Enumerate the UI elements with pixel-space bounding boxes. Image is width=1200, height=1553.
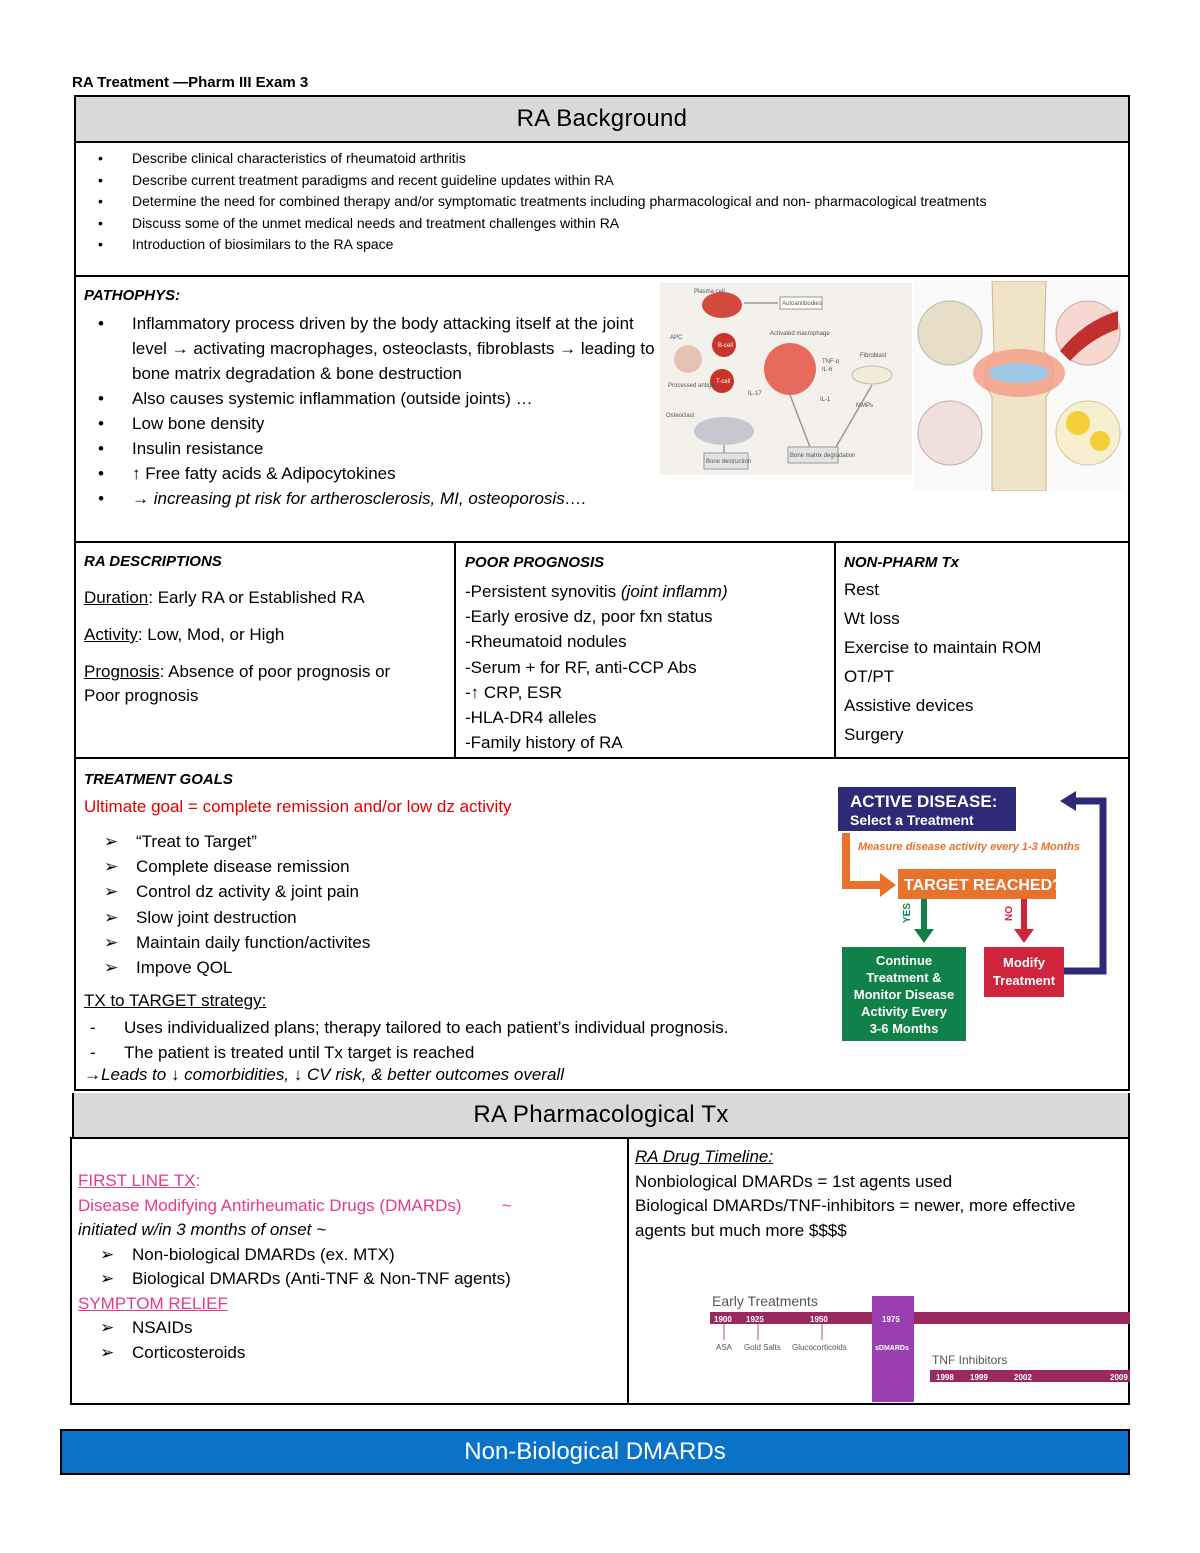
brain-circle <box>918 401 982 465</box>
year-1900: 1900 <box>714 1315 732 1324</box>
timeline-heading: RA Drug Timeline: <box>635 1147 774 1166</box>
early-bar <box>710 1312 1130 1324</box>
label-fibroblast: Fibroblast <box>860 353 887 359</box>
ra-descriptions <box>84 553 444 708</box>
list-item: • Describe clinical characteristics of rheumatoid arthritis <box>76 148 1098 170</box>
list-item: ➢ Corticosteroids <box>72 1341 618 1366</box>
joint-illustration <box>914 281 1124 491</box>
agent-asa: ASA <box>716 1343 733 1352</box>
year-1950: 1950 <box>810 1315 828 1324</box>
activity-row: Activity: Low, Mod, or High <box>84 625 285 644</box>
list-item: Rest <box>844 580 879 599</box>
tnf-year-1999: 1999 <box>970 1373 988 1382</box>
year-1975: 1975 <box>882 1315 900 1324</box>
list-item: Exercise to maintain ROM <box>844 638 1042 657</box>
synovitis-note: (joint inflamm) <box>620 582 728 601</box>
tnf-title: TNF Inhibitors <box>932 1353 1008 1367</box>
duration-row: Duration: Early RA or Established RA <box>84 588 365 607</box>
label-t-cell: T-cell <box>716 379 731 385</box>
label-apc: APC <box>670 335 683 341</box>
treatment-goals-section <box>74 757 1130 1091</box>
prognosis-row: Prognosis: Absence of poor prognosis or Poor prognosis <box>84 662 391 705</box>
list-item: ➢ NSAIDs <box>72 1316 618 1341</box>
list-item: -Serum + for RF, anti-CCP Abs <box>465 657 697 677</box>
loop-arrow <box>1063 801 1103 971</box>
synovitis-text: -Persistent synovitis <box>465 582 621 601</box>
modify-line-1: Modify <box>1003 955 1045 970</box>
objectives-list <box>76 143 1128 256</box>
continue-line-4: Activity Every <box>861 1004 947 1019</box>
continue-line-1: Continue <box>875 953 933 968</box>
drug-timeline-chart <box>700 1284 1130 1402</box>
strategy-list <box>76 1015 836 1065</box>
list-item: ➢ Slow joint destruction <box>76 905 676 930</box>
macrophage <box>764 343 816 395</box>
list-item: • Introduction of biosimilars to the RA space <box>76 234 1098 256</box>
poor-prognosis-heading: POOR PROGNOSIS <box>465 554 605 571</box>
treat-to-target-flowchart <box>828 781 1128 1051</box>
active-disease-sub: Select a Treatment <box>850 812 974 828</box>
list-item: • Also causes systemic inflammation (outside joints) … <box>76 386 656 411</box>
fibroblast <box>852 366 892 384</box>
list-item: -HLA-DR4 alleles <box>465 708 597 728</box>
list-item: ➢ Impove QOL <box>76 955 676 980</box>
list-item: -Rheumatoid nodules <box>465 632 627 652</box>
agent-gold-salts: Gold Salts <box>744 1343 781 1352</box>
list-item: -Early erosive dz, poor fxn status <box>465 607 713 627</box>
first-line-colon: : <box>195 1171 201 1190</box>
pathophys-section <box>74 275 1130 543</box>
active-disease-title: ACTIVE DISEASE: <box>850 792 998 811</box>
pharm-section <box>70 1137 1130 1405</box>
tnf-year-1998: 1998 <box>936 1373 954 1382</box>
tnf-year-2002: 2002 <box>1014 1373 1032 1382</box>
pathophys-list <box>76 311 656 511</box>
label-il17: IL-17 <box>748 391 762 397</box>
label-bone-matrix: Bone matrix degradation <box>790 453 856 459</box>
list-item: ➢ Control dz activity & joint pain <box>76 879 676 904</box>
activity-value: Low, Mod, or High <box>142 625 285 644</box>
continue-line-2: Treatment & <box>866 970 942 985</box>
plasma-cell <box>702 292 742 318</box>
list-item: • ↑ Free fatty acids & Adipocytokines <box>76 461 656 486</box>
activity-label: Activity <box>84 625 138 644</box>
ra-descriptions-heading: RA DESCRIPTIONS <box>84 553 222 570</box>
apc-cell <box>674 345 702 373</box>
list-item: - Uses individualized plans; therapy tailored to each patient’s individual prognosis. <box>76 1015 836 1040</box>
label-il6: IL-6 <box>822 367 833 373</box>
dmards-row <box>78 1194 618 1219</box>
first-line-column <box>78 1169 618 1365</box>
pharm-heading <box>72 1093 1130 1137</box>
list-item: -↑ CRP, ESR <box>465 682 562 702</box>
tnf-year-2009: 2009 <box>1110 1373 1128 1382</box>
duration-label: Duration <box>84 588 149 607</box>
symptom-list <box>72 1316 618 1365</box>
list-item: Assistive devices <box>844 696 974 715</box>
adipocyte-circle <box>1056 401 1120 465</box>
treatment-goals-heading: TREATMENT GOALS <box>84 771 233 788</box>
label-macrophage: Activated macrophage <box>770 331 830 337</box>
initiated-text: initiated w/in 3 months of onset ~ <box>78 1220 327 1239</box>
pharm-heading-text: RA Pharmacological Tx <box>473 1101 729 1128</box>
agent-glucocorticoids: Glucocorticoids <box>792 1343 847 1352</box>
strategy-heading: TX to TARGET strategy: <box>84 991 267 1010</box>
measure-text: Measure disease activity every 1-3 Months <box>858 841 1080 853</box>
early-treatments-title: Early Treatments <box>712 1293 818 1309</box>
document-title: RA Treatment —Pharm III Exam 3 <box>72 74 309 91</box>
descriptions-row <box>74 541 1130 759</box>
first-line-heading-row <box>78 1169 618 1194</box>
label-autoantibodies: Autoantibodies <box>782 301 822 307</box>
first-line-heading: FIRST LINE TX <box>78 1171 196 1190</box>
list-item <box>465 579 825 604</box>
list-item: Wt loss <box>844 609 900 628</box>
sdmards-label: sDMARDs <box>875 1345 909 1352</box>
list-item: ➢ Biological DMARDs (Anti-TNF & Non-TNF agents) <box>72 1267 618 1292</box>
goals-list <box>76 829 676 980</box>
list-item: • Describe current treatment paradigms and recent guideline updates within RA <box>76 170 1098 192</box>
list-item: -Family history of RA <box>465 733 623 753</box>
osteoclast <box>694 417 754 445</box>
continue-line-3: Monitor Disease <box>853 987 955 1002</box>
dmards-text: Disease Modifying Antirheumatic Drugs (DMARDs) <box>78 1195 462 1215</box>
list-item: ➢ Maintain daily function/activites <box>76 930 676 955</box>
non-pharm <box>844 553 1124 749</box>
list-item: OT/PT <box>844 667 895 686</box>
pathophys-diagram <box>660 283 912 475</box>
list-item: - The patient is treated until Tx target is reached <box>76 1040 836 1065</box>
prognosis-label: Prognosis <box>84 662 160 681</box>
timeline-line: Biological DMARDs/TNF-inhibitors = newer, more effective agents but much more $$$$ <box>635 1196 1076 1240</box>
joint-space <box>989 363 1049 383</box>
yes-label: YES <box>902 902 913 923</box>
target-text: TARGET REACHED? <box>904 877 1062 894</box>
label-plasma-cell: Plasma cell <box>694 289 725 295</box>
pathophys-heading: PATHOPHYS: <box>84 287 181 304</box>
label-b-cell: B-cell <box>718 343 734 349</box>
list-item: ➢ “Treat to Target” <box>76 829 676 854</box>
duration-value: Early RA or Established RA <box>153 588 365 607</box>
non-bio-dmards-heading <box>60 1429 1130 1475</box>
list-item: Surgery <box>844 725 904 744</box>
timeline-line: Nonbiological DMARDs = 1st agents used <box>635 1171 953 1191</box>
label-tnf: TNF-α <box>822 359 840 365</box>
symptom-relief-heading: SYMPTOM RELIEF <box>78 1293 228 1313</box>
list-item: • Insulin resistance <box>76 436 656 461</box>
label-processed-antigen: Processed antigen <box>668 383 718 389</box>
prognosis-value: Absence of poor prognosis or Poor prognosis <box>84 662 391 705</box>
non-bio-dmards-text: Non-Biological DMARDs <box>464 1438 726 1465</box>
list-item: • Discuss some of the unmet medical needs and treatment challenges within RA <box>76 213 1098 235</box>
non-pharm-heading: NON-PHARM Tx <box>844 554 959 571</box>
label-mmps: MMPs <box>856 403 873 409</box>
dmard-list <box>72 1243 618 1292</box>
year-1925: 1925 <box>746 1315 764 1324</box>
poor-prognosis <box>465 553 825 755</box>
ultimate-goal: Ultimate goal = complete remission and/or low dz activity <box>84 797 512 816</box>
label-osteoclast: Osteoclast <box>666 413 695 419</box>
list-item: • Low bone density <box>76 411 656 436</box>
tilde-text: ~ <box>501 1195 512 1215</box>
list-item: • → increasing pt risk for artherosclerosis, MI, osteoporosis…. <box>76 486 656 511</box>
background-heading <box>76 97 1128 143</box>
no-label: NO <box>1004 906 1015 921</box>
label-il1: IL-1 <box>820 397 831 403</box>
bone-density-circle <box>918 301 982 365</box>
background-heading-text: RA Background <box>516 105 688 132</box>
label-bone-destruction: Bone destruction <box>706 459 752 465</box>
leads-to: →Leads to ↓ comorbidities, ↓ CV risk, & better outcomes overall <box>84 1065 564 1084</box>
list-item: ➢ Complete disease remission <box>76 854 676 879</box>
list-item: • Inflammatory process driven by the body attacking itself at the joint level → activating macrophages, osteoclasts, fibroblasts → leading to bone matrix degradation & bone destruction <box>76 311 656 386</box>
timeline-column <box>635 1145 1105 1243</box>
background-section <box>74 95 1130 277</box>
modify-line-2: Treatment <box>992 973 1056 988</box>
list-item: • Determine the need for combined therapy and/or symptomatic treatments including pharmacological and non- pharmacological treatments <box>76 191 1098 213</box>
list-item: ➢ Non-biological DMARDs (ex. MTX) <box>72 1243 618 1268</box>
continue-line-5: 3-6 Months <box>869 1021 939 1036</box>
